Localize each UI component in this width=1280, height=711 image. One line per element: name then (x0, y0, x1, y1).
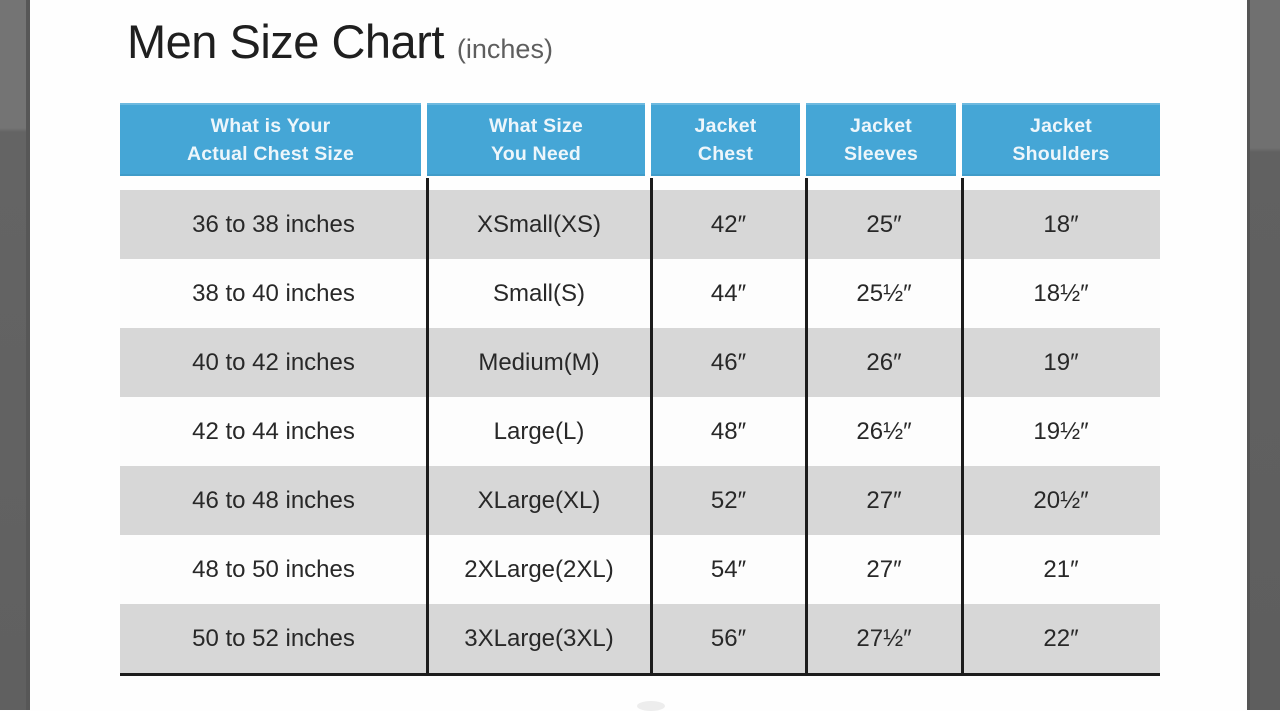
header-line: Actual Chest Size (186, 142, 355, 165)
table-row (120, 466, 1160, 535)
header-cell-size-needed (427, 103, 651, 176)
table-row (120, 190, 1160, 259)
cell-jacket-sleeves: 26″ (866, 348, 902, 376)
right-edge-strip (1247, 0, 1280, 710)
cell-jacket-sleeves: 27″ (866, 486, 902, 514)
cell-size-name: 3XLarge(3XL) (464, 624, 614, 652)
cell-jacket-shoulders: 20½″ (1033, 486, 1089, 514)
cell-chest-range: 46 to 48 inches (192, 486, 355, 514)
table-row (120, 259, 1160, 328)
page-title-units: (inches) (456, 34, 553, 64)
table-body (120, 190, 1160, 673)
table-row (120, 535, 1160, 604)
header-line: You Need (490, 142, 582, 165)
cell-jacket-shoulders: 19″ (1043, 348, 1079, 376)
header-cell-jacket-shoulders (962, 103, 1160, 176)
header-cell-jacket-chest (651, 103, 806, 176)
header-body-gap (120, 176, 1160, 190)
header-line: Chest (697, 142, 754, 165)
cell-size-name: XSmall(XS) (476, 210, 602, 238)
cell-jacket-sleeves: 25½″ (856, 279, 912, 307)
cell-jacket-shoulders: 19½″ (1033, 417, 1089, 445)
column-divider (426, 178, 429, 676)
cell-jacket-chest: 54″ (710, 555, 747, 583)
table-bottom-border (120, 673, 1160, 676)
cell-size-name: XLarge(XL) (477, 486, 601, 514)
table-row (120, 604, 1160, 673)
cell-size-name: Large(L) (493, 417, 585, 445)
column-divider (650, 178, 653, 676)
header-cell-chest-size (120, 103, 427, 176)
cell-size-name: Medium(M) (478, 348, 600, 376)
cell-jacket-chest: 44″ (710, 279, 747, 307)
header-line: Jacket (1030, 114, 1092, 137)
cell-jacket-shoulders: 21″ (1043, 555, 1079, 583)
header-line: What is Your (210, 114, 331, 137)
table-row (120, 397, 1160, 466)
cell-jacket-shoulders: 18½″ (1033, 279, 1089, 307)
cell-jacket-sleeves: 27″ (866, 555, 902, 583)
table-row (120, 328, 1160, 397)
page-title: Men Size Chart (127, 15, 444, 68)
header-line: Jacket (694, 114, 757, 137)
column-divider (805, 178, 808, 676)
left-edge-strip (0, 0, 30, 710)
cell-jacket-chest: 42″ (710, 210, 747, 238)
cell-chest-range: 42 to 44 inches (192, 417, 355, 445)
cell-jacket-chest: 52″ (710, 486, 747, 514)
cell-size-name: 2XLarge(2XL) (464, 555, 614, 583)
cell-jacket-sleeves: 27½″ (856, 624, 912, 652)
header-line: Sleeves (843, 142, 919, 165)
cell-jacket-chest: 46″ (710, 348, 747, 376)
cell-jacket-sleeves: 26½″ (856, 417, 912, 445)
cell-chest-range: 48 to 50 inches (192, 555, 355, 583)
header-cell-jacket-sleeves (806, 103, 962, 176)
cell-jacket-shoulders: 18″ (1043, 210, 1079, 238)
cell-chest-range: 36 to 38 inches (192, 210, 355, 238)
cell-chest-range: 40 to 42 inches (192, 348, 355, 376)
cell-size-name: Small(S) (492, 279, 585, 307)
header-line: Shoulders (1012, 142, 1110, 165)
cell-jacket-chest: 56″ (710, 624, 747, 652)
header-line: Jacket (850, 114, 912, 137)
size-chart-table (120, 103, 1160, 676)
cell-jacket-shoulders: 22″ (1043, 624, 1079, 652)
table-header-row (120, 103, 1160, 176)
column-divider (961, 178, 964, 676)
cell-chest-range: 38 to 40 inches (192, 279, 355, 307)
cell-jacket-sleeves: 25″ (866, 210, 902, 238)
cell-jacket-chest: 48″ (710, 417, 747, 445)
header-line: What Size (489, 114, 583, 137)
cell-chest-range: 50 to 52 inches (192, 624, 355, 652)
page-title-block (127, 14, 553, 69)
